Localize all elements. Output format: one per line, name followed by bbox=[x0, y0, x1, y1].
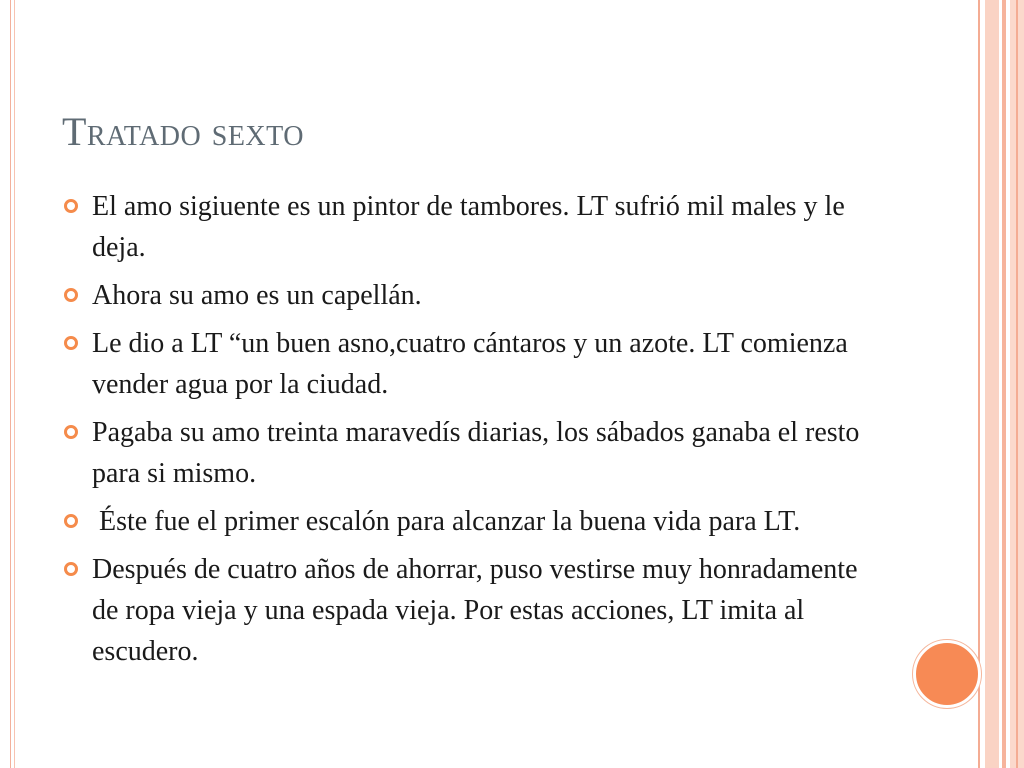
bullet-text: Le dio a LT “un buen asno,cuatro cántaros y un azote. LT comienza vender agua por la ciudad. bbox=[92, 328, 848, 400]
list-item bbox=[62, 501, 882, 542]
bullet-text: Ahora su amo es un capellán. bbox=[92, 280, 422, 311]
right-stripe-wide bbox=[985, 0, 999, 768]
bullet-ring-icon bbox=[64, 514, 78, 528]
left-border-line-2 bbox=[14, 0, 15, 768]
bullet-text: Éste fue el primer escalón para alcanzar la buena vida para LT. bbox=[92, 506, 801, 537]
bullet-text: El amo sigiuente es un pintor de tambores. LT sufrió mil males y le deja. bbox=[92, 191, 845, 263]
list-item bbox=[62, 275, 882, 316]
right-stripe-mid bbox=[1002, 0, 1006, 768]
bullet-ring-icon bbox=[64, 425, 78, 439]
list-item bbox=[62, 323, 882, 405]
list-item bbox=[62, 549, 882, 672]
right-stripe-thin bbox=[978, 0, 980, 768]
list-item bbox=[62, 412, 882, 494]
decorative-circle-icon bbox=[913, 640, 981, 708]
bullet-text: Después de cuatro años de ahorrar, puso vestirse muy honradamente de ropa vieja y una espada vieja. Por estas acciones, LT imita al escudero. bbox=[92, 554, 858, 667]
list-item bbox=[62, 186, 882, 268]
right-stripe-line bbox=[1016, 0, 1018, 768]
bullet-ring-icon bbox=[64, 288, 78, 302]
bullet-ring-icon bbox=[64, 199, 78, 213]
bullet-list bbox=[62, 186, 882, 679]
slide-title: Tratado sexto bbox=[62, 109, 304, 154]
bullet-text: Pagaba su amo treinta maravedís diarias, los sábados ganaba el resto para si mismo. bbox=[92, 417, 860, 489]
left-border-line bbox=[10, 0, 11, 768]
bullet-ring-icon bbox=[64, 336, 78, 350]
bullet-ring-icon bbox=[64, 562, 78, 576]
